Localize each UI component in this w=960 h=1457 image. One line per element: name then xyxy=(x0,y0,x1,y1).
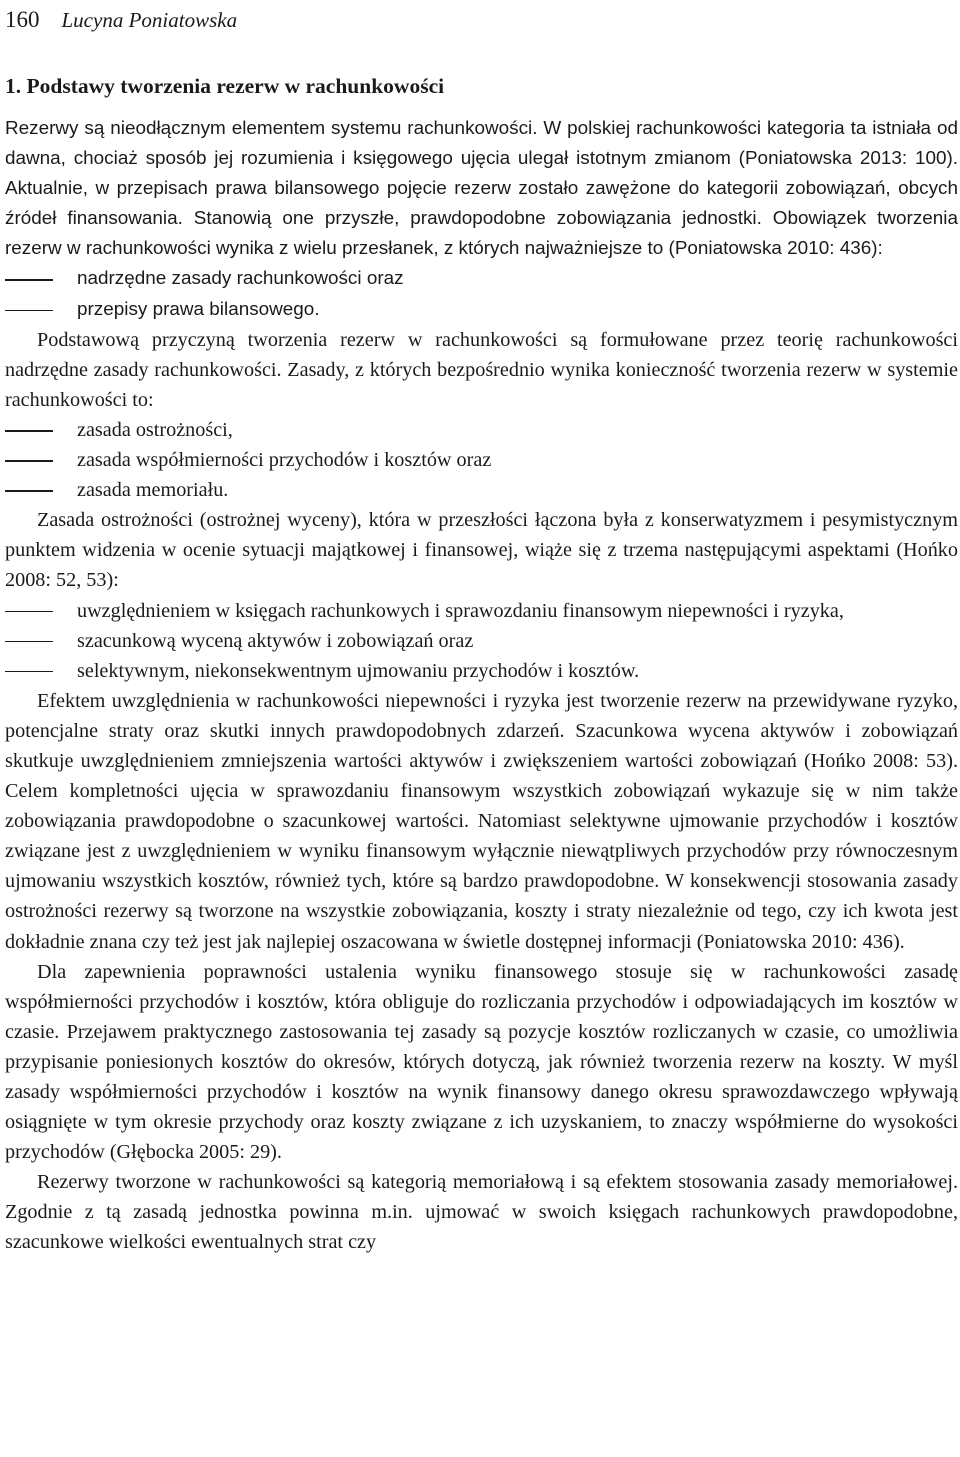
running-author: Lucyna Poniatowska xyxy=(61,7,238,32)
list-principles xyxy=(5,415,958,505)
paragraph-1: Rezerwy są nieodłącznym elementem systemu rachunkowości. W polskiej rachunkowości kategoria ta istniała od dawna, chociaż sposób jej rozumienia i księgowego ujęcia ulegał istotnym zmianom (Poniatowska 2013: 100). Aktualnie, w przepisach prawa bilansowego pojęcie rezerw zostało zawężone do kategorii zobowiązań, obcych źródeł finansowania. Stanowią one przyszłe, prawdopodobne zobowiązania jednostki. Obowiązek tworzenia rezerw w rachunkowości wynika z wielu przesłanek, z których najważniejsze to (Poniatowska 2010: 436): xyxy=(5,118,958,260)
list-item: zasada memoriału. xyxy=(5,475,958,505)
paragraph-2: Podstawową przyczyną tworzenia rezerw w rachunkowości są formułowane przez teorię rachunkowości nadrzędne zasady rachunkowości. Zasady, z których bezpośrednio wynika konieczność tworzenia rezerw w systemie rachunkowości to: xyxy=(5,328,958,411)
list-item: uwzględnieniem w księgach rachunkowych i sprawozdaniu finansowym niepewności i ryzyka, xyxy=(5,596,958,626)
list-item: przepisy prawa bilansowego. xyxy=(5,295,958,325)
list-item: zasada ostrożności, xyxy=(5,415,958,445)
list-premises xyxy=(5,264,958,324)
list-item: zasada współmierności przychodów i kosztów oraz xyxy=(5,445,958,475)
running-header xyxy=(5,0,958,40)
page-number: 160 xyxy=(5,7,40,32)
list-item: nadrzędne zasady rachunkowości oraz xyxy=(5,264,958,294)
list-item: szacunkową wyceną aktywów i zobowiązań oraz xyxy=(5,626,958,656)
paragraph-3: Zasada ostrożności (ostrożnej wyceny), która w przeszłości łączona była z konserwatyzmem i pesymistycznym punktem widzenia w ocenie sytuacji majątkowej i finansowej, wiąże się z trzema następującymi aspektami (Hońko 2008: 52, 53): xyxy=(5,509,958,592)
list-item: selektywnym, niekonsekwentnym ujmowaniu przychodów i kosztów. xyxy=(5,656,958,686)
document-page xyxy=(5,0,958,1258)
list-aspects xyxy=(5,596,958,686)
paragraph-6: Rezerwy tworzone w rachunkowości są kategorią memoriałową i są efektem stosowania zasady memoriałowej. Zgodnie z tą zasadą jednostka powinna m.in. ujmować w swoich księgach rachunkowych prawdopodobne, szacunkowe wielkości ewentualnych strat czy xyxy=(5,1171,958,1254)
paragraph-5: Dla zapewnienia poprawności ustalenia wyniku finansowego stosuje się w rachunkowości zasadę współmierności przychodów i kosztów, która obliguje do rozliczania przychodów i odpowiadających im kosztów w czasie. Przejawem praktycznego zastosowania tej zasady są pozycje kosztów rozliczanych w czasie, co umożliwia przypisanie poniesionych kosztów do okresów, których dotyczą, jak również tworzenia rezerw na koszty. W myśl zasady współmierności przychodów i kosztów na wynik finansowy danego okresu sprawozdawczego wpływają osiągnięte w tym okresie przychody oraz koszty związane z ich uzyskaniem, to znaczy współmierne do wysokości przychodów (Głębocka 2005: 29). xyxy=(5,960,958,1164)
section-heading: 1. Podstawy tworzenia rezerw w rachunkowości xyxy=(5,74,445,98)
paragraph-4: Efektem uwzględnienia w rachunkowości niepewności i ryzyka jest tworzenie rezerw na przewidywane ryzyko, potencjalne straty oraz skutki innych prawdopodobnych zdarzeń. Szacunkowa wycena aktywów i zobowiązań skutkuje uwzględnieniem zmniejszenia wartości aktywów i zwiększeniem wartości zobowiązań (Hońko 2008: 53). Celem kompletności ujęcia w sprawozdaniu finansowym wszystkich zobowiązań wykazuje się w nim także zobowiązania prawdopodobne o szacunkowej wartości. Natomiast selektywne ujmowanie przychodów i kosztów związane jest z uwzględnieniem w wyniku finansowym wyłącznie niewątpliwych przychodów przy równoczesnym ujmowaniu wszystkich kosztów, również tych, które są bardzo prawdopodobne. W konsekwencji stosowania zasady ostrożności rezerwy są tworzone na wszystkie zobowiązania, koszty i straty niezależnie od tego, czy ich kwota jest dokładnie znana czy też jest jak najlepiej oszacowana w świetle dostępnej informacji (Poniatowska 2010: 436). xyxy=(5,689,958,953)
